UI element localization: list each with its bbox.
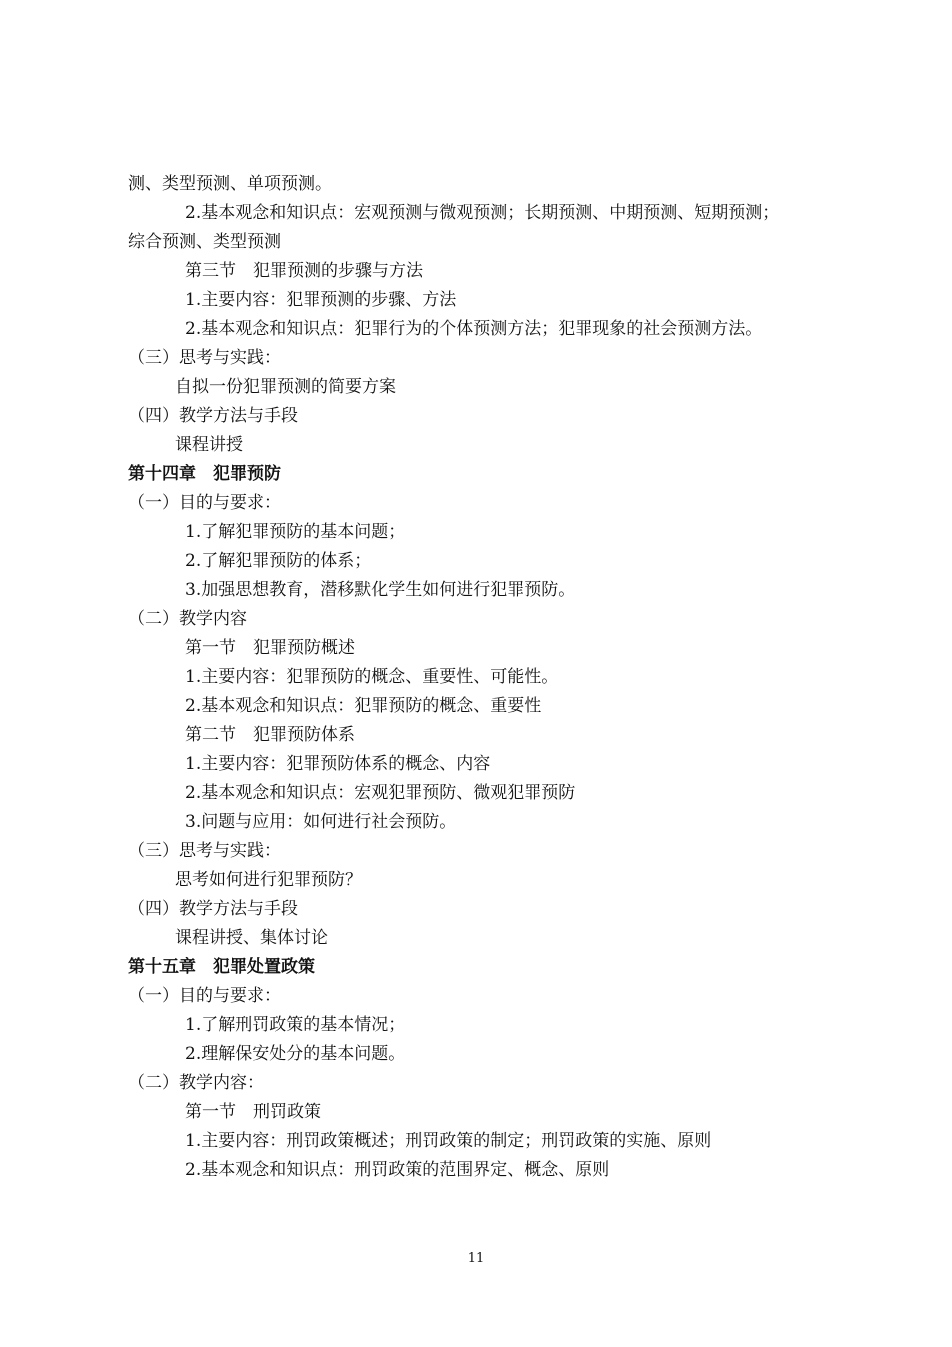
- subsection-heading: （四）教学方法与手段: [128, 899, 298, 919]
- section-title: 第二节 犯罪预防体系: [185, 725, 355, 745]
- subsection-heading: （三）思考与实践：: [128, 348, 281, 368]
- page-number: 11: [467, 1251, 485, 1266]
- text-line: 思考如何进行犯罪预防？: [175, 870, 362, 890]
- list-item: 1.了解犯罪预防的基本问题；: [185, 522, 406, 542]
- text-line: 1.主要内容：犯罪预测的步骤、方法: [185, 290, 457, 310]
- subsection-heading: （一）目的与要求：: [128, 493, 281, 513]
- subsection-heading: （四）教学方法与手段: [128, 406, 298, 426]
- text-line: 3.问题与应用：如何进行社会预防。: [185, 812, 457, 832]
- subsection-heading: （一）目的与要求：: [128, 986, 281, 1006]
- text-line: 测、类型预测、单项预测。: [128, 174, 332, 194]
- chapter-heading: 第十五章 犯罪处置政策: [128, 957, 315, 977]
- chapter-heading: 第十四章 犯罪预防: [128, 464, 281, 484]
- list-item: 2.了解犯罪预防的体系；: [185, 551, 372, 571]
- subsection-heading: （二）教学内容: [128, 609, 247, 629]
- text-line: 2.基本观念和知识点：犯罪行为的个体预测方法；犯罪现象的社会预测方法。: [185, 319, 763, 339]
- text-line: 1.主要内容：犯罪预防的概念、重要性、可能性。: [185, 667, 559, 687]
- text-line: 2.基本观念和知识点：犯罪预防的概念、重要性: [185, 696, 542, 716]
- section-title: 第三节 犯罪预测的步骤与方法: [185, 261, 423, 281]
- text-line: 课程讲授: [175, 435, 243, 455]
- text-line: 1.主要内容：犯罪预防体系的概念、内容: [185, 754, 491, 774]
- subsection-heading: （三）思考与实践：: [128, 841, 281, 861]
- text-line: 2.基本观念和知识点：宏观犯罪预防、微观犯罪预防: [185, 783, 576, 803]
- section-title: 第一节 犯罪预防概述: [185, 638, 355, 658]
- list-item: 3.加强思想教育，潜移默化学生如何进行犯罪预防。: [185, 580, 576, 600]
- text-line: 2.基本观念和知识点：刑罚政策的范围界定、概念、原则: [185, 1160, 610, 1180]
- text-line: 1.主要内容：刑罚政策概述；刑罚政策的制定；刑罚政策的实施、原则: [185, 1131, 712, 1151]
- text-line: 2.基本观念和知识点：宏观预测与微观预测；长期预测、中期预测、短期预测；: [185, 203, 780, 223]
- list-item: 1.了解刑罚政策的基本情况；: [185, 1015, 406, 1035]
- list-item: 2.理解保安处分的基本问题。: [185, 1044, 406, 1064]
- subsection-heading: （二）教学内容：: [128, 1073, 264, 1093]
- text-line: 课程讲授、集体讨论: [175, 928, 328, 948]
- text-line: 自拟一份犯罪预测的简要方案: [175, 377, 396, 397]
- section-title: 第一节 刑罚政策: [185, 1102, 321, 1122]
- text-line: 综合预测、类型预测: [128, 232, 281, 252]
